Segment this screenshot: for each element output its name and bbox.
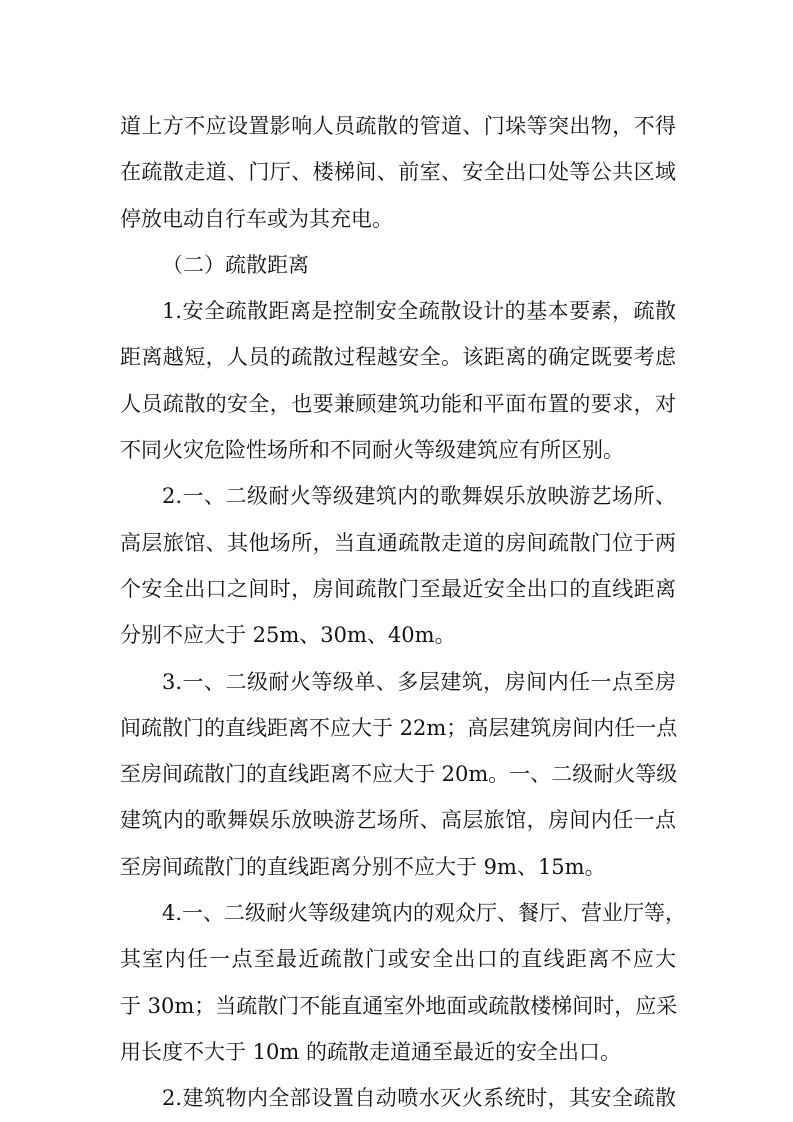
text-line: 人员疏散的安全，也要兼顾建筑功能和平面布置的要求，对 — [120, 391, 676, 416]
text-line: 4.一、二级耐火等级建筑内的观众厅、餐厅、营业厅等， — [162, 901, 687, 926]
text-line: 停放电动自行车或为其充电。 — [120, 206, 393, 231]
text-line: 至房间疏散门的直线距离不应大于 20m。一、二级耐火等级 — [120, 762, 678, 787]
text-line: 用长度不大于 10m 的疏散走道通至最近的安全出口。 — [120, 1039, 621, 1064]
text-line: 至房间疏散门的直线距离分别不应大于 9m、15m。 — [120, 854, 606, 879]
text-line: 高层旅馆、其他场所，当直通疏散走道的房间疏散门位于两 — [120, 530, 676, 555]
text-line: 建筑内的歌舞娱乐放映游艺场所、高层旅馆，房间内任一点 — [120, 808, 676, 833]
text-line: 个安全出口之间时，房间疏散门至最近安全出口的直线距离 — [120, 576, 676, 601]
text-line: 2.一、二级耐火等级建筑内的歌舞娱乐放映游艺场所、 — [162, 484, 676, 509]
text-line: 1.安全疏散距离是控制安全疏散设计的基本要素，疏散 — [162, 299, 676, 324]
text-line: 于 30m；当疏散门不能直通室外地面或疏散楼梯间时，应采 — [120, 993, 678, 1018]
text-line: 其室内任一点至最近疏散门或安全出口的直线距离不应大 — [120, 947, 676, 972]
text-line: 在疏散走道、门厅、楼梯间、前室、安全出口处等公共区域 — [120, 160, 676, 185]
section-heading: （二）疏散距离 — [162, 252, 309, 277]
text-line: 2.建筑物内全部设置自动喷水灭火系统时，其安全疏散 — [162, 1086, 676, 1111]
text-line: 距离越短，人员的疏散过程越安全。该距离的确定既要考虑 — [120, 345, 676, 370]
text-line: 不同火灾危险性场所和不同耐火等级建筑应有所区别。 — [120, 438, 624, 463]
text-line: 间疏散门的直线距离不应大于 22m；高层建筑房间内任一点 — [120, 715, 678, 740]
text-line: 3.一、二级耐火等级单、多层建筑，房间内任一点至房 — [162, 669, 676, 694]
text-line: 分别不应大于 25m、30m、40m。 — [120, 623, 456, 648]
text-line: 道上方不应设置影响人员疏散的管道、门垛等突出物，不得 — [120, 114, 676, 138]
document-body — [120, 103, 687, 1122]
